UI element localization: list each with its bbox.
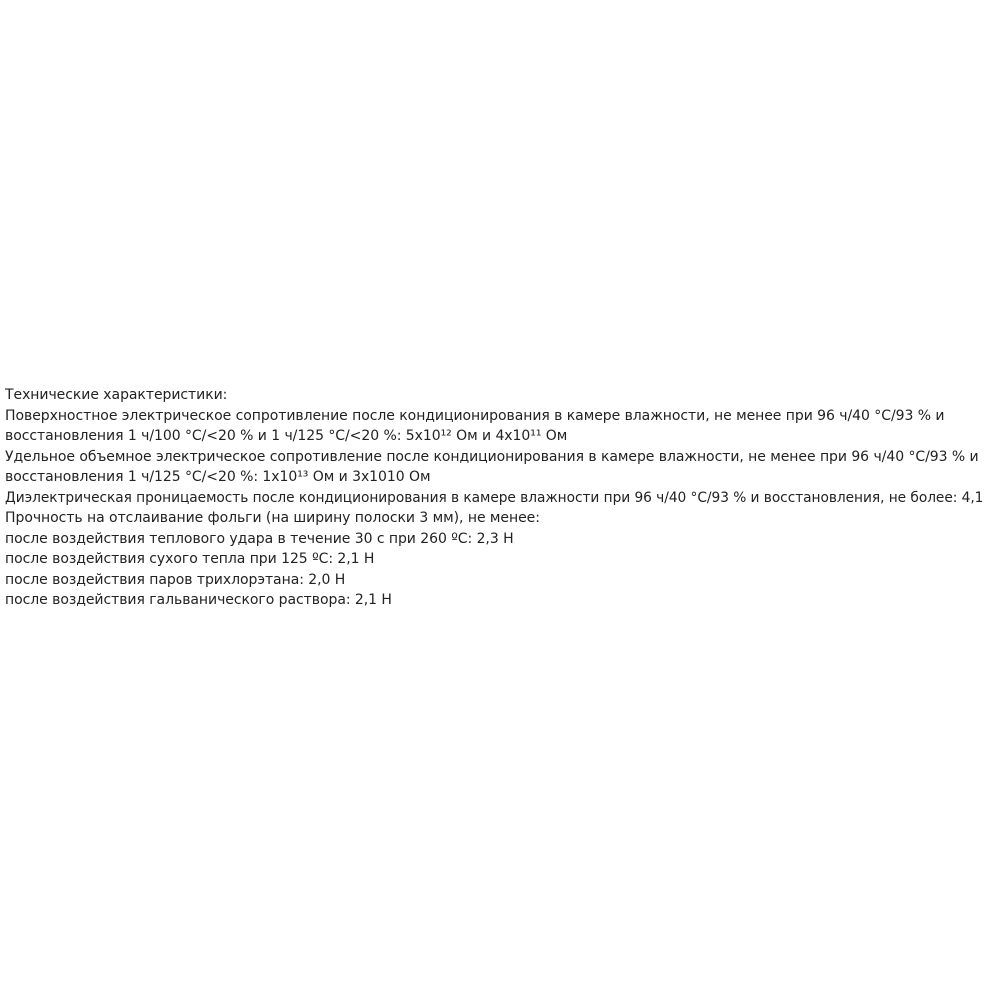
specs-heading: Технические характеристики:	[5, 387, 228, 403]
spec-line-trichloroethane: после воздействия паров трихлорэтана: 2,0 Н	[5, 571, 346, 588]
spec-line-dry-heat: после воздействия сухого тепла при 125 ºС: 2,1 Н	[5, 551, 375, 567]
spec-line-dielectric-permittivity: Диэлектрическая проницаемость после кондиционирования в камере влажности при 96 ч/40 °С/93 % и восстановления, не более: 4,1	[5, 489, 984, 506]
spec-line-peel-strength: Прочность на отслаивание фольги (на ширину полоски 3 мм), не менее:	[5, 510, 540, 526]
spec-line-galvanic-solution: после воздействия гальванического раствора: 2,1 Н	[5, 592, 392, 608]
spec-line-thermal-shock: после воздействия теплового удара в течение 30 с при 260 ºС: 2,3 Н	[5, 530, 514, 547]
spec-line-surface-resistance-values: восстановления 1 ч/100 °С/<20 % и 1 ч/125 °С/<20 %: 5x10¹² Ом и 4x10¹¹ Ом	[5, 428, 568, 444]
technical-specifications	[5, 385, 995, 611]
spec-line-volume-resistance: Удельное объемное электрическое сопротивление после кондиционирования в камере влажности, не менее при 96 ч/40 °С/93 % и	[5, 448, 979, 465]
spec-line-surface-resistance: Поверхностное электрическое сопротивление после кондиционирования в камере влажности, не менее при 96 ч/40 °С/93 % и	[5, 407, 945, 424]
spec-line-volume-resistance-values: восстановления 1 ч/125 °С/<20 %: 1x10¹³ Ом и 3x1010 Ом	[5, 469, 431, 485]
